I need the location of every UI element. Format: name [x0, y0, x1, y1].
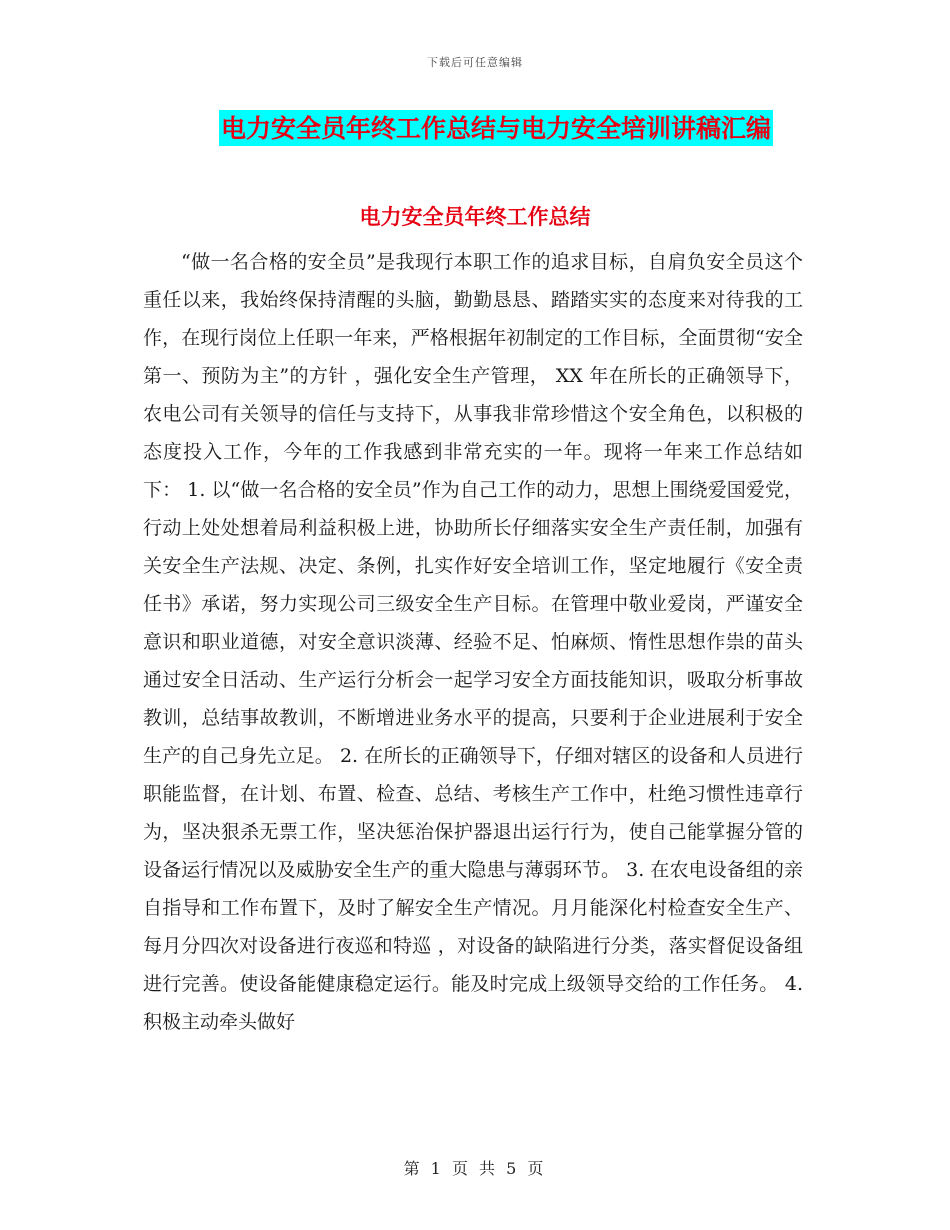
section-title: 电力安全员年终工作总结	[359, 204, 591, 229]
page-number-footer: 第 1 页 共 5 页	[403, 1159, 547, 1178]
document-title: 电力安全员年终工作总结与电力安全培训讲稿汇编	[219, 110, 773, 146]
body-paragraph: “做一名合格的安全员”是我现行本职工作的追求目标，自肩负安全员这个重任以来，我始终保持清醒的头脑，勤勤恳恳、踏踏实实的态度来对待我的工作，在现行岗位上任职一年来，严格根据年初制定的工作目标，全面贯彻“安全第一、预防为主”的方针 ，强化安全生产管理， XX 年在所长的正确领导下，农电公司有关领导的信任与支持下，从事我非常珍惜这个安全角色，以积极的态度投入工作，今年的工作我感到非常充实的一年。现将一年来工作总结如下： 1. 以“做一名合格的安全员”作为自己工作的动力，思想上围绕爱国爱党，行动上处处想着局利益积极上进，协助所长仔细落实安全生产责任制，加强有关安全生产法规、决定、条例，扎实作好安全培训工作，坚定地履行《安全责任书》承诺，努力实现公司三级安全生产目标。在管理中敬业爱岗，严谨安全意识和职业道德，对安全意识淡薄、经验不足、怕麻烦、惰性思想作祟的苗头通过安全日活动、生产运行分析会一起学习安全方面技能知识，吸取分析事故教训，总结事故教训，不断增进业务水平的提高，只要利于企业进展利于安全生产的自己身先立足。 2. 在所长的正确领导下，仔细对辖区的设备和人员进行职能监督，在计划、布置、检查、总结、考核生产工作中，杜绝习惯性违章行为，坚决狠杀无票工作，坚决惩治保护器退出运行行为，使自己能掌握分管的设备运行情况以及威胁安全生产的重大隐患与薄弱环节。 3. 在农电设备组的亲自指导和工作布置下，及时了解安全生产情况。月月能深化村检查安全生产、每月分四次对设备进行夜巡和特巡 ，对设备的缺陷进行分类，落实督促设备组进行完善。使设备能健康稳定运行。能及时完成上级领导交给的工作任务。 4. 积极主动牵头做好	[143, 251, 803, 1033]
page-header-note: 下载后可任意编辑	[427, 56, 523, 69]
document-title-container	[0, 110, 950, 146]
